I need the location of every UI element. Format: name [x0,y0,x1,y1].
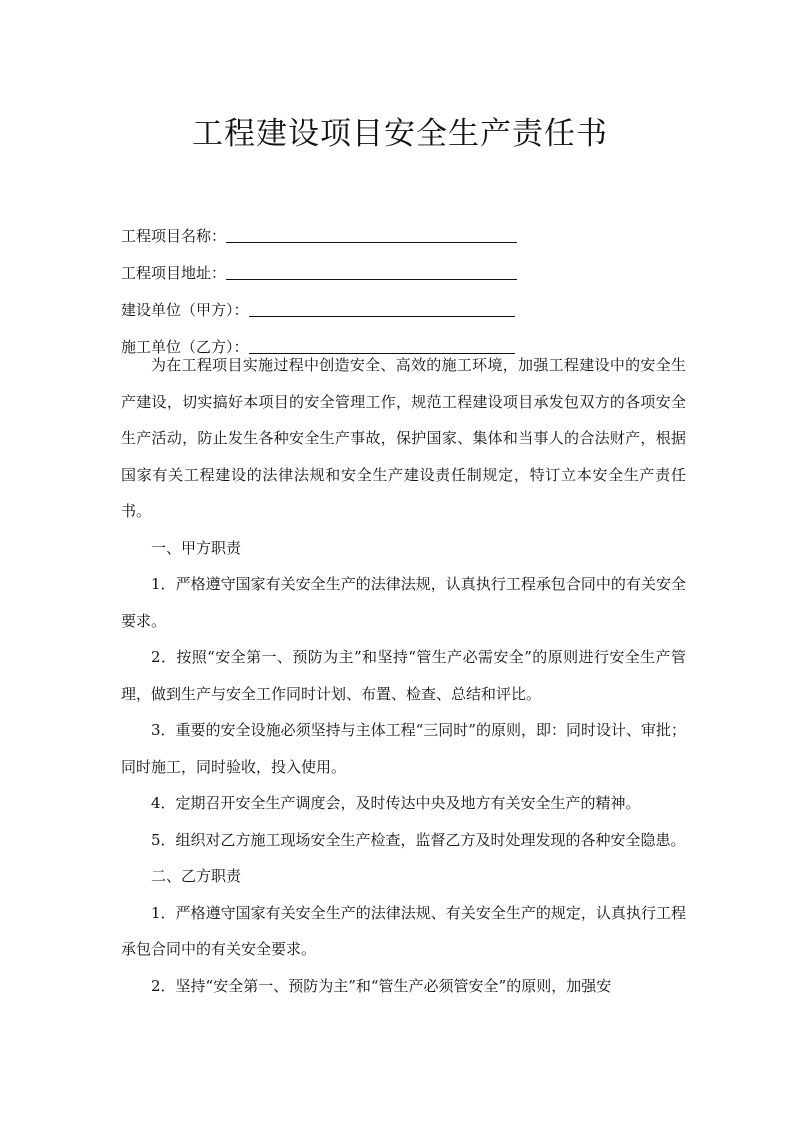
project-info-fields [121,208,681,356]
party-a-item-4: 4．定期召开安全生产调度会，及时传达中央及地方有关安全生产的精神。 [151,794,641,812]
project-address-blank-line [226,263,517,280]
document-body [121,347,686,1004]
party-a-label: 建设单位（甲方）： [121,301,249,319]
section-heading-party-a: 一、甲方职责 [151,538,242,557]
project-name-field [121,208,681,245]
party-a-item-2: 2．按照“安全第一、预防为主”和坚持“管生产必需安全”的原则进行安全生产管理，做到生产与安全工作同时计划、布置、检查、总结和评比。 [121,648,686,703]
party-a-item-3: 3．重要的安全设施必须坚持与主体工程“三同时”的原则，即：同时设计、审批；同时施工，同时验收，投入使用。 [121,721,686,776]
project-name-blank-line [226,226,517,243]
intro-paragraph: 为在工程项目实施过程中创造安全、高效的施工环境，加强工程建设中的安全生产建设，切实搞好本项目的安全管理工作，规范工程建设项目承发包双方的各项安全生产活动，防止发生各种安全生产事故，保护国家、集体和当事人的合法财产，根据国家有关工程建设的法律法规和安全生产建设责任制规定，特订立本安全生产责任书。 [121,356,686,520]
party-a-field [121,282,681,319]
project-name-label: 工程项目名称： [121,227,227,245]
party-a-item-1: 1．严格遵守国家有关安全生产的法律法规，认真执行工程承包合同中的有关安全要求。 [121,575,686,630]
party-b-label: 施工单位（乙方）： [121,338,249,356]
party-b-item-1: 1．严格遵守国家有关安全生产的法律法规、有关安全生产的规定，认真执行工程承包合同中的有关安全要求。 [121,903,686,958]
project-address-label: 工程项目地址： [121,264,227,282]
party-a-item-5: 5．组织对乙方施工现场安全生产检查，监督乙方及时处理发现的各种安全隐患。 [151,830,686,849]
document-title: 工程建设项目安全生产责任书 [192,116,608,152]
party-b-item-2: 2．坚持“安全第一、预防为主”和“管生产必须管安全”的原则，加强安 [151,976,612,995]
section-heading-party-b: 二、乙方职责 [151,867,242,885]
project-address-field [121,245,681,282]
party-a-blank-line [249,300,515,317]
